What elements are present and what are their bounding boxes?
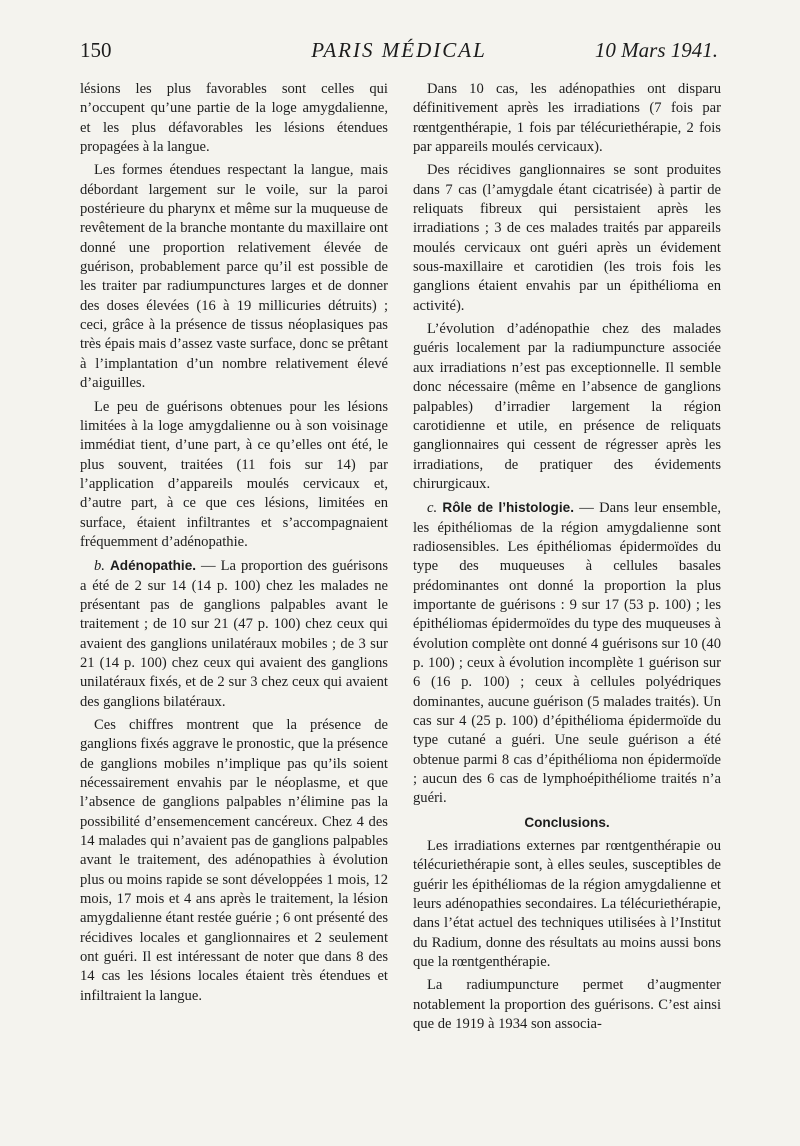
paragraph: L’évolution d’adénopathie chez des malades guéris localement par la radiumpuncture associée aux irradiations n’est pas exceptionnelle. Il semble donc nécessaire (même en l’absence de ganglions palpables) d’irradier largement la région carotidienne et utile, en présence de reliquats ganglionnaires qui cessent de régresser après les irradiations, de pratiquer des évidements chirurgicaux. [413, 321, 721, 492]
section-adenopathie [80, 556, 388, 712]
left-column [80, 80, 388, 1010]
paragraph: Les formes étendues respectant la langue, mais débordant largement sur le voile, sur la paroi postérieure du pharynx et même sur la muqueuse de revêtement de la branche montante du maxillaire ont donné une proportion relativement élevée de guérison, probablement parce qu’il est possible de les traiter par radiumpunctures larges et de donner des doses élevées (16 à 19 millicuries détruits) ; ceci, grâce à la présence de tissus néoplasiques pas très épais mais d’assez vaste surface, donc se prêtant à l’implantation d’un nombre relativement élevé d’aiguilles. [80, 162, 388, 392]
section-label: b. [94, 558, 105, 575]
section-label: c. [427, 500, 438, 517]
section-histologie [413, 498, 721, 809]
paragraph: Le peu de guérisons obtenues pour les lésions limitées à la loge amygdalienne ou à son voisinage immédiat tient, d’une part, à ce qu’elles ont été, le plus souvent, traitées (11 fois sur 14) par l’application d’appareils moulés cervicaux et, d’autre part, à ce que ces lésions, limitées en surface, étaient infiltrantes et s’accompagnaient fréquemment d’adénopathie. [80, 398, 388, 550]
paragraph: lésions les plus favorables sont celles qui n’occupent qu’une partie de la loge amygdalienne, et les plus défavorables les lésions étendues propagées à la langue. [80, 81, 388, 156]
paragraph: La radiumpuncture permet d’augmenter notablement la proportion des guérisons. C’est ainsi que de 1919 à 1934 son associa- [413, 977, 721, 1033]
section-heading: Rôle de l’histologie. [442, 500, 574, 516]
paragraph: Ces chiffres montrent que la présence de ganglions fixés aggrave le pronostic, que la présence de ganglions mobiles n’implique pas qu’ils soient nécessairement envahis par le néoplasme, et que l’absence de ganglions palpables n’élimine pas la possibilité d’ensemencement cancéreux. Chez 4 des 14 malades qui n’avaient pas de ganglions palpables avant le traitement, des adénopathies à évolution plus ou moins rapide se sont développées 1 mois, 12 mois, 17 mois et 4 ans après le traitement, la lésion amygdalienne étant restée guérie ; 6 ont présenté des récidives locales et ganglionnaires et 2 seulement ont guéri. Il est intéressant de noter que dans 8 des 14 cas les lésions locales étaient très étendues et infiltraient la langue. [80, 717, 388, 1004]
page-header [80, 38, 718, 72]
paragraph: Les irradiations externes par rœntgenthérapie ou télécuriethérapie sont, à elles seules, susceptibles de guérir les épithéliomas de la région amygdalienne et leurs adénopathies secondaires. La télécuriethérapie, dans l’état actuel des techniques utilisées à l’Institut du Radium, donne des résultats au moins aussi bons que la rœntgenthérapie. [413, 838, 721, 971]
paragraph: Des récidives ganglionnaires se sont produites dans 7 cas (l’amygdale étant cicatrisée) à partir de reliquats fibreux qui persistaient après les irradiations ; 3 de ces malades traités par appareils moulés cervicaux ont guéri après un évidement sous-maxillaire et carotidien (les trois fois les ganglions étaient envahis par un épithélioma en activité). [413, 162, 721, 314]
section-text: — La proportion des guérisons a été de 2 sur 14 (14 p. 100) chez les malades ne présentant pas de ganglions palpables avant le traitement ; de 10 sur 21 (47 p. 100) chez ceux qui avaient des ganglions unilatéraux mobiles ; de 3 sur 21 (14 p. 100) chez ceux qui avaient des ganglions unilatéraux fixés, et de 2 sur 3 chez ceux qui avaient des ganglions bilatéraux. [80, 558, 388, 710]
section-heading: Adénopathie. [109, 558, 197, 574]
issue-date: 10 Mars 1941. [594, 38, 718, 62]
journal-title: PARIS MÉDICAL [311, 38, 487, 62]
conclusions-heading: Conclusions. [524, 814, 610, 830]
right-column [413, 80, 721, 1039]
page-number: 150 [80, 38, 112, 62]
section-text: — Dans leur ensemble, les épithéliomas de la région amygdalienne sont radiosensibles. Les épithéliomas épidermoïdes du type des muqueuses à cellules basales prédominantes ont donné la proportion la plus importante de guérisons : 9 sur 17 (53 p. 100) ; les épithéliomas épidermoïdes du type des muqueuses à évolution complète ont donné 4 guérisons sur 10 (40 p. 100) ; ceux à évolution incomplète 1 guérison sur 6 (16 p. 100) ; ceux à cellules polyédriques dominantes, aucune guérison (5 malades traités). Un cas sur 4 (25 p. 100) d’épithélioma épidermoïde du type cutané a guéri. Une seule guérison a été obtenue parmi 8 cas d’épithélioma non épidermoïde ; aucun des 6 cas de lymphoépithéliome traités n’a guéri. [413, 500, 721, 807]
paragraph: Dans 10 cas, les adénopathies ont disparu définitivement après les irradiations (7 fois par rœntgenthérapie, 1 fois par télécuriethérapie, 2 fois par appareils moulés cervicaux). [413, 81, 721, 156]
